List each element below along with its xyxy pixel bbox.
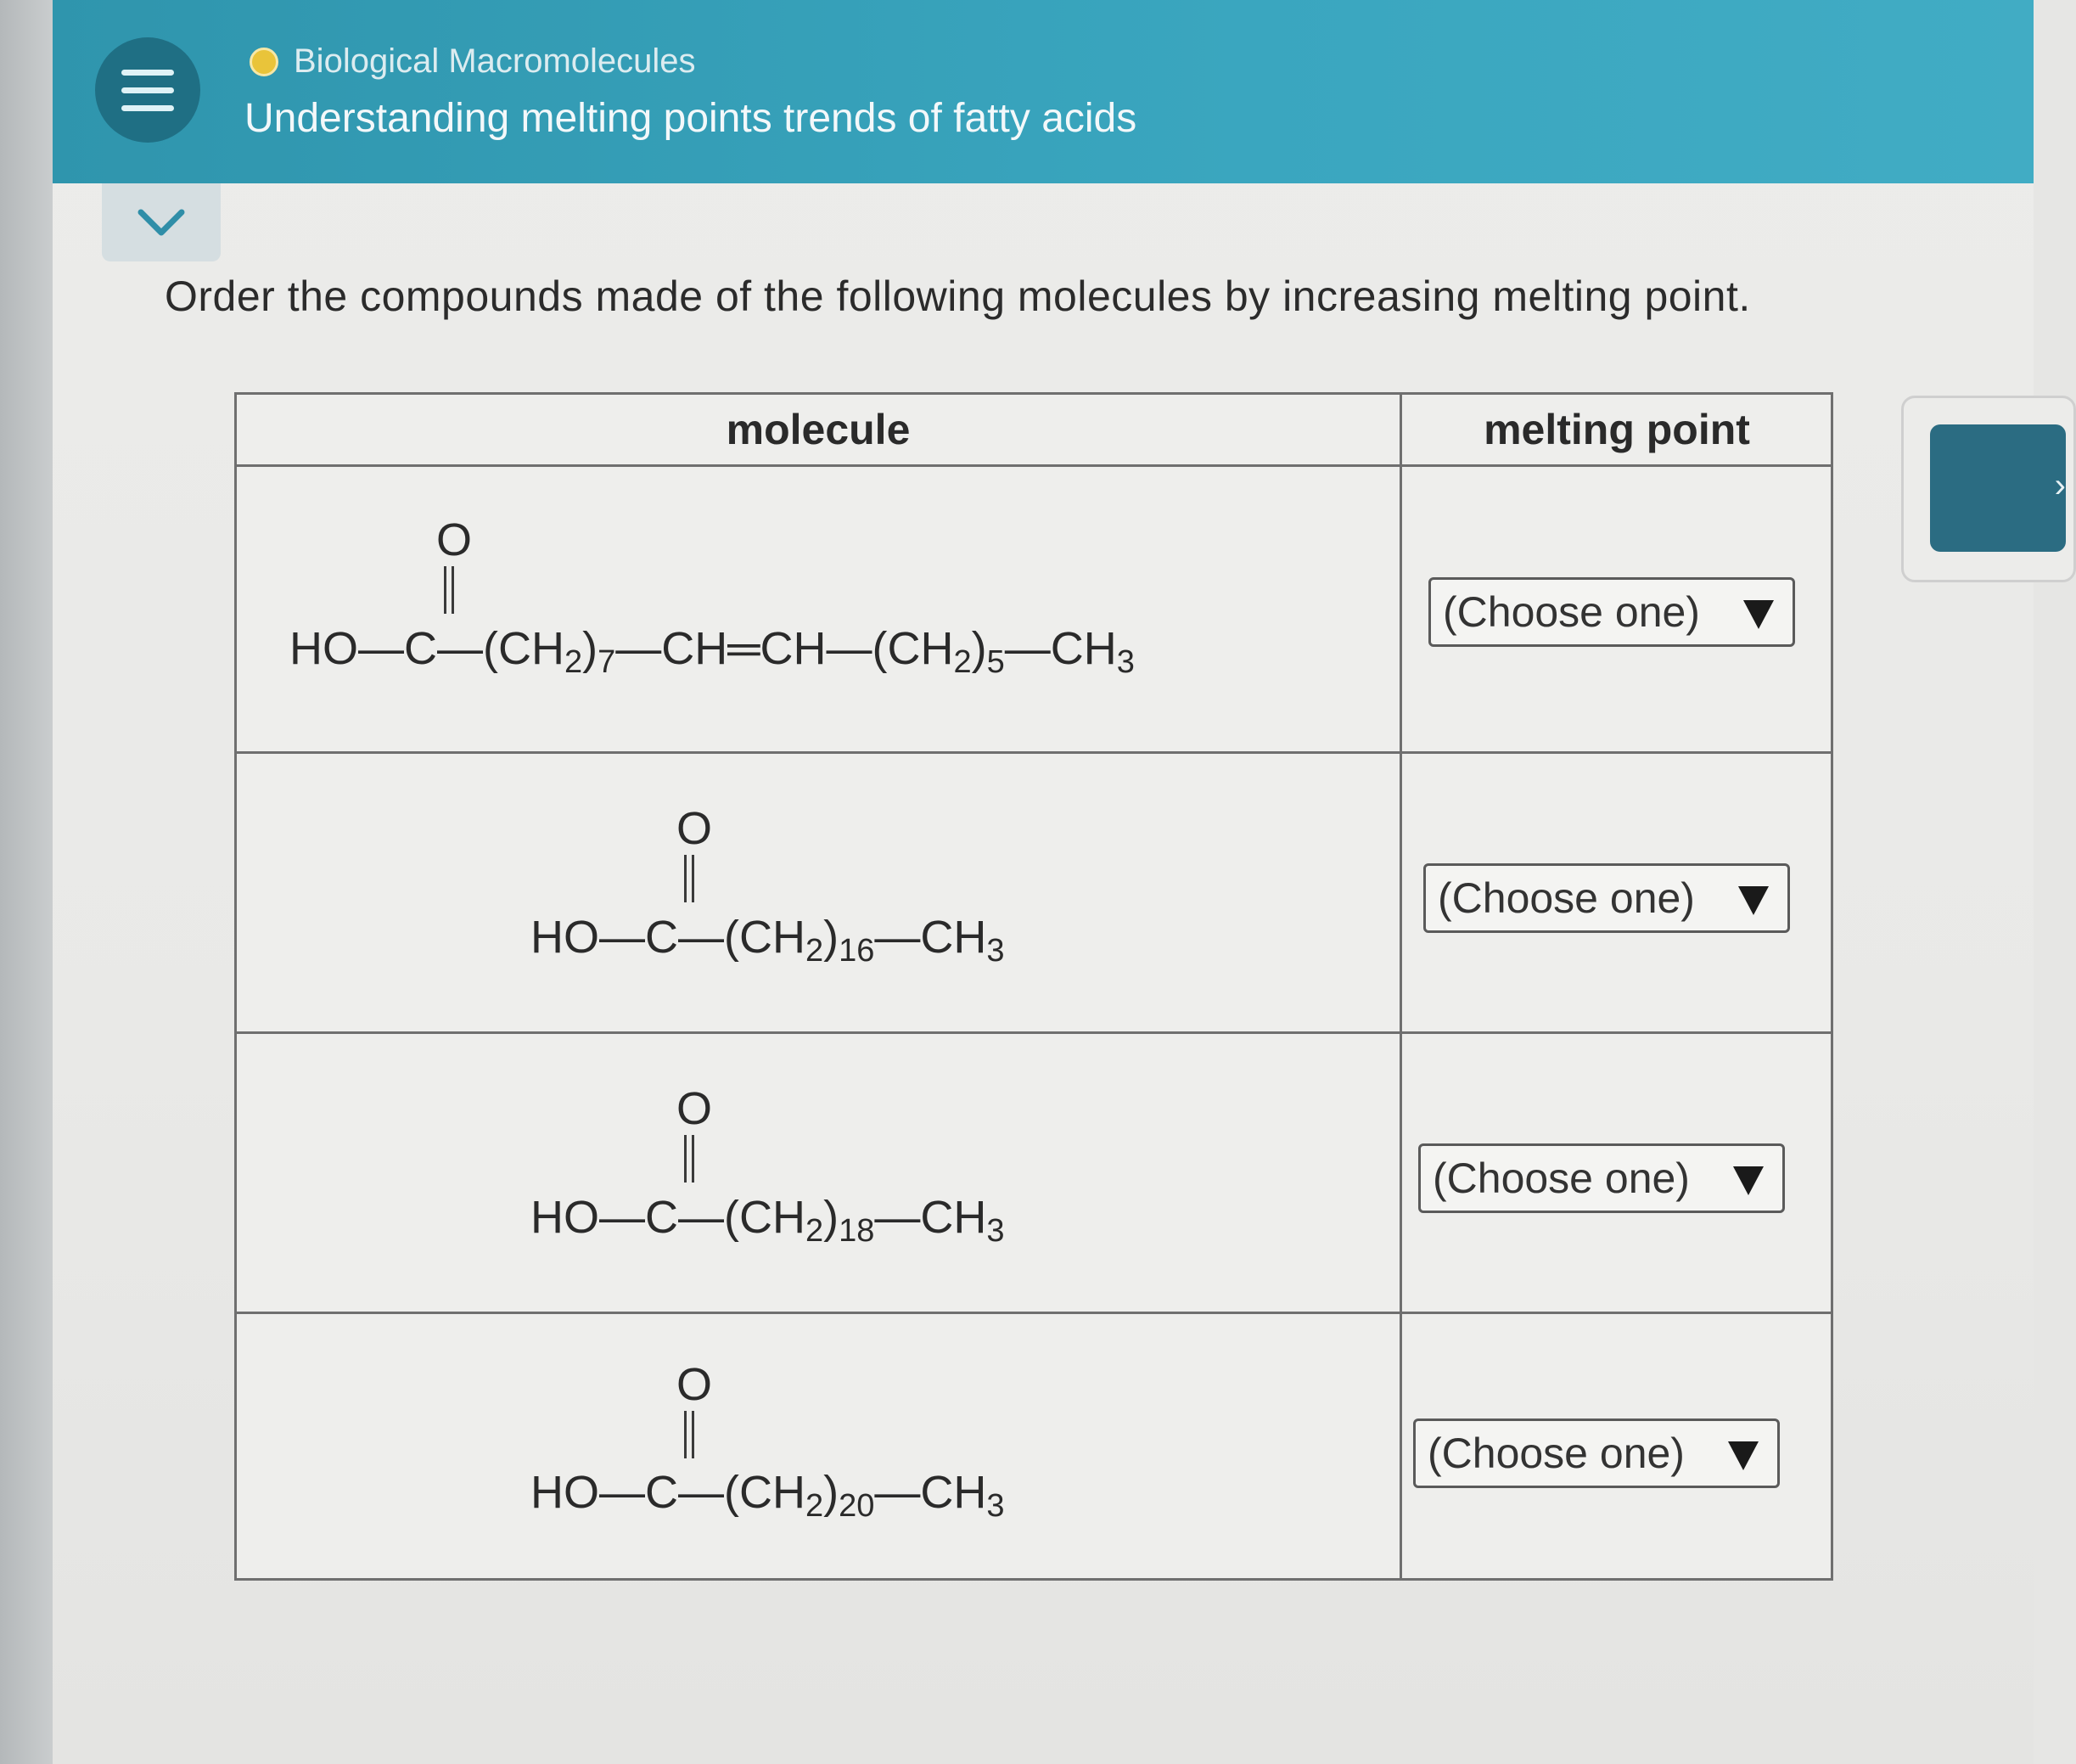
melting-point-select-2[interactable]: (Choose one)	[1423, 863, 1790, 933]
carbonyl-oxygen: O	[436, 514, 473, 565]
melting-point-select-1[interactable]: (Choose one)	[1428, 577, 1795, 647]
double-bond	[684, 1411, 694, 1458]
menu-icon-bar	[121, 87, 174, 93]
formula-segment: (CH	[483, 623, 564, 674]
menu-button[interactable]	[95, 37, 200, 143]
formula-subscript: 2	[953, 644, 972, 680]
formula-subscript: 7	[598, 644, 616, 680]
page-title: Understanding melting points trends of fatty acids	[244, 96, 1137, 141]
melting-point-select-3[interactable]: (Choose one)	[1418, 1143, 1785, 1213]
formula-subscript: 3	[1116, 644, 1135, 680]
formula-segment: )	[582, 623, 598, 674]
molecule-table	[234, 392, 1833, 1581]
topic-label: Biological Macromolecules	[294, 42, 696, 80]
dropdown-arrow-icon	[1733, 1166, 1764, 1195]
chevron-down-icon	[136, 205, 187, 239]
formula-segment: (CH	[724, 1192, 805, 1243]
formula-segment: —CH	[874, 912, 987, 963]
formula-segment: )	[823, 912, 839, 963]
formula-subscript: 2	[564, 644, 583, 680]
double-bond	[684, 1135, 694, 1183]
column-divider	[1400, 395, 1402, 1578]
formula-segment: —CH	[874, 1192, 987, 1243]
row-divider	[237, 1031, 1831, 1034]
formula-subscript: 3	[986, 1488, 1005, 1524]
formula-segment: —CH	[874, 1467, 987, 1518]
header-divider	[237, 464, 1831, 467]
molecule-formula-3: $HO—C—(CH_2)_{18}—CH_3$	[530, 1192, 1005, 1249]
formula-subscript: 18	[839, 1213, 875, 1249]
formula-segment: )	[971, 623, 987, 674]
formula-subscript: 2	[805, 933, 824, 969]
formula-subscript: 2	[805, 1213, 824, 1249]
header-bar	[53, 0, 2034, 183]
formula-segment: (CH	[724, 1467, 805, 1518]
formula-subscript: 3	[986, 1213, 1005, 1249]
carbonyl-oxygen: O	[676, 1359, 713, 1410]
row-divider	[237, 751, 1831, 754]
formula-segment: —CH	[1004, 623, 1117, 674]
formula-subscript: 20	[839, 1488, 875, 1524]
topic-row	[250, 42, 696, 81]
row-divider	[237, 1312, 1831, 1314]
formula-subscript: 2	[805, 1488, 824, 1524]
collapse-toggle[interactable]	[102, 183, 221, 261]
chevron-right-icon: ›	[2054, 467, 2066, 504]
dropdown-arrow-icon	[1738, 886, 1769, 915]
menu-icon	[121, 70, 174, 76]
double-bond	[684, 855, 694, 902]
formula-segment: )	[823, 1192, 839, 1243]
dropdown-arrow-icon	[1743, 600, 1774, 629]
side-action-button[interactable]	[1930, 424, 2066, 552]
double-bond	[444, 566, 454, 614]
question-text: Order the compounds made of the following molecules by increasing melting point.	[165, 272, 1751, 320]
formula-subscript: 16	[839, 933, 875, 969]
formula-segment: )	[823, 1467, 839, 1518]
carbonyl-oxygen: O	[676, 803, 713, 854]
formula-segment: (CH	[724, 912, 805, 963]
formula-segment: —CH═CH—(CH	[615, 623, 954, 674]
carbonyl-oxygen: O	[676, 1083, 713, 1134]
molecule-formula-4: $HO—C—(CH_2)_{20}—CH_3$	[530, 1467, 1005, 1524]
molecule-formula-2: $HO—C—(CH_2)_{16}—CH_3$	[530, 912, 1005, 969]
molecule-formula-1: $HO—C—(CH_2)_7—CH═CH—(CH_2)_5—CH_3$	[289, 623, 1135, 680]
header-molecule: molecule	[726, 406, 911, 453]
formula-subscript: 3	[986, 933, 1005, 969]
melting-point-select-4[interactable]: (Choose one)	[1413, 1419, 1780, 1488]
menu-icon-bar	[121, 105, 174, 111]
formula-subscript: 5	[986, 644, 1005, 680]
header-melting-point: melting point	[1484, 406, 1750, 453]
dropdown-arrow-icon	[1728, 1441, 1759, 1470]
status-dot-icon	[250, 48, 278, 76]
